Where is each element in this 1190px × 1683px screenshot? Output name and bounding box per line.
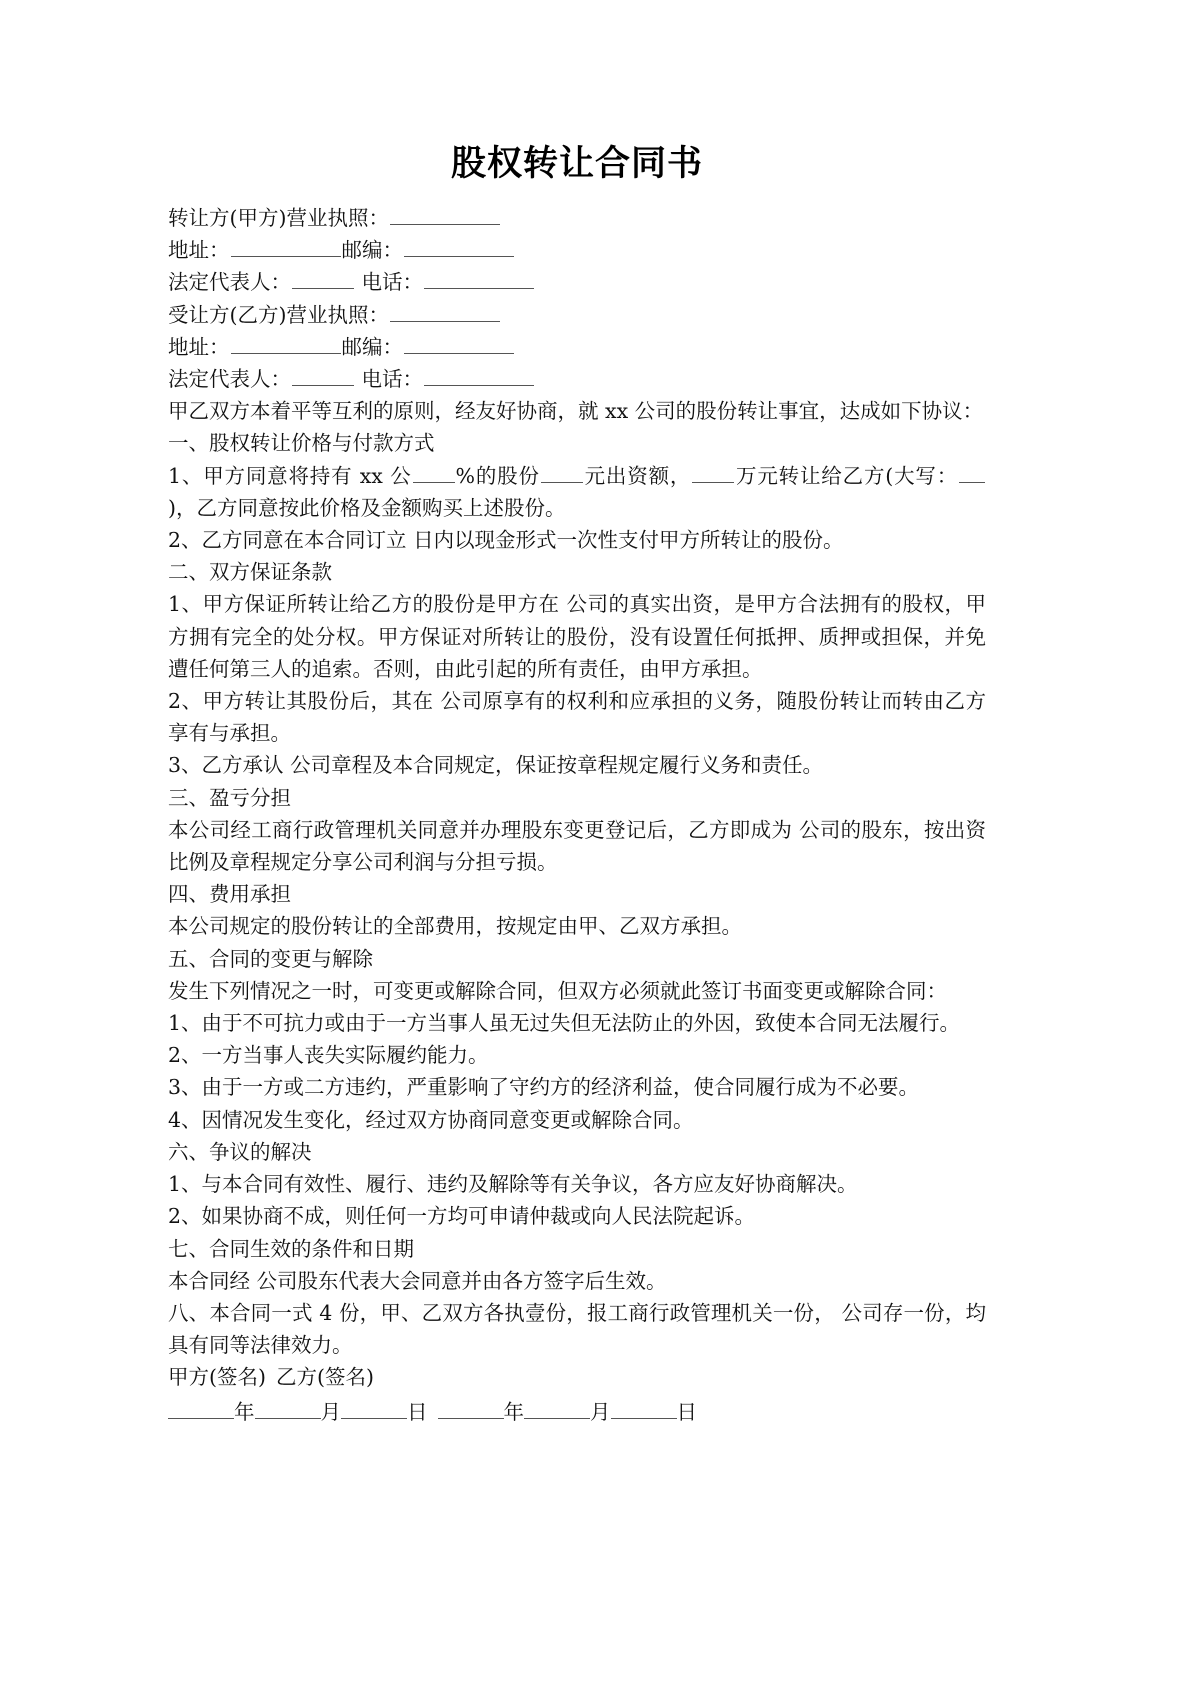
- field-label: 地址：: [168, 334, 230, 359]
- field-label: 受让方(乙方)营业执照：: [168, 302, 389, 327]
- item-text: 乙方同意在本合同订立 日内以现金形式一次性支付甲方所转让的股份。: [201, 528, 844, 553]
- section-5-heading: 五、合同的变更与解除: [168, 946, 373, 971]
- item-text-e: )，乙方同意按此价格及金额购买上述股份。: [168, 495, 566, 520]
- section-8-clause: 八、本合同一式 4 份，甲、乙双方各执壹份，报工商行政管理机关一份， 公司存一份，均具有同等法律效力。: [168, 1300, 986, 1358]
- item-text-d: 万元转让给乙方(大写：: [735, 463, 959, 488]
- item-number: 1、: [168, 1011, 202, 1036]
- blank-transferor-postcode[interactable]: [404, 237, 514, 257]
- field-label: 法定代表人：: [168, 367, 291, 392]
- section-4-heading: 四、费用承担: [168, 882, 291, 907]
- field-label: 转让方(甲方)营业执照：: [168, 206, 389, 230]
- section-2-item-3: [168, 749, 986, 781]
- field-label: 邮编：: [341, 238, 403, 263]
- blank-party-b-day[interactable]: [611, 1398, 677, 1418]
- item-text: 因情况发生变化，经过双方协商同意变更或解除合同。: [201, 1107, 694, 1132]
- field-transferee-legal-rep: [168, 363, 986, 395]
- item-text: 甲方保证所转让给乙方的股份是甲方在 公司的真实出资，是甲方合法拥有的股权，甲方拥有完全的处分权。甲方保证对所转让的股份，没有设置任何抵押、质押或担保，并免遭任何第三人的追索。否则，由此引起的所有责任，由甲方承担。: [168, 592, 987, 681]
- section-5-item-1: [168, 1007, 986, 1039]
- party-b-year-label: 年: [503, 1399, 524, 1424]
- section-6-item-1: [168, 1168, 986, 1200]
- section-1-heading: 一、股权转让价格与付款方式: [168, 431, 435, 456]
- field-transferor-legal-rep: [168, 266, 986, 298]
- blank-transferee-address[interactable]: [231, 333, 341, 353]
- item-number: 1、: [168, 592, 203, 617]
- blank-party-a-month[interactable]: [255, 1398, 321, 1418]
- signature-names-row: [168, 1361, 986, 1393]
- field-transferor-license: [168, 202, 986, 234]
- section-3-body: 本公司经工商行政管理机关同意并办理股东变更登记后，乙方即成为 公司的股东，按出资比例及章程规定分享公司利润与分担亏损。: [168, 817, 986, 875]
- section-2-item-2: [168, 685, 986, 749]
- blank-transferee-license[interactable]: [390, 301, 500, 321]
- blank-transferee-legal-rep[interactable]: [292, 366, 354, 386]
- blank-share-percent[interactable]: [413, 462, 455, 482]
- section-3-heading: 三、盈亏分担: [168, 785, 291, 810]
- item-text-a: 甲方同意将持有 xx 公: [203, 463, 412, 488]
- section-5-item-4: [168, 1104, 986, 1136]
- blank-party-a-year[interactable]: [168, 1398, 234, 1418]
- party-a-signature-label: 甲方(签名): [168, 1365, 266, 1390]
- section-2-item-1: [168, 588, 986, 685]
- section-5-body: 发生下列情况之一时，可变更或解除合同，但双方必须就此签订书面变更或解除合同：: [168, 978, 947, 1003]
- field-label: 地址：: [168, 238, 230, 263]
- party-a-day-label: 日: [407, 1399, 428, 1424]
- signature-dates-row: [168, 1396, 986, 1428]
- item-text-c: 元出资额，: [583, 463, 692, 488]
- blank-transferee-postcode[interactable]: [404, 333, 514, 353]
- page-title: 股权转让合同书: [450, 144, 703, 184]
- field-label: 电话：: [361, 270, 424, 295]
- party-b-signature-label: 乙方(签名): [276, 1365, 374, 1390]
- document-content: [168, 140, 986, 1428]
- item-text: 甲方转让其股份后，其在 公司原享有的权利和应承担的义务，随股份转让而转由乙方享有与承担。: [168, 689, 987, 746]
- blank-transferor-phone[interactable]: [424, 269, 534, 289]
- blank-transfer-amount[interactable]: [692, 462, 734, 482]
- section-2-heading: 二、双方保证条款: [168, 560, 332, 585]
- section-5-item-3: [168, 1071, 986, 1103]
- blank-party-b-month[interactable]: [524, 1398, 590, 1418]
- item-text: 一方当事人丧失实际履约能力。: [201, 1043, 489, 1068]
- item-text: 与本合同有效性、履行、违约及解除等有关争议，各方应友好协商解决。: [201, 1172, 858, 1197]
- section-7-heading: 七、合同生效的条件和日期: [168, 1236, 414, 1261]
- field-label: 法定代表人：: [168, 270, 291, 295]
- field-label: 邮编：: [341, 334, 403, 359]
- item-number: 2、: [168, 1204, 202, 1229]
- blank-transferor-license[interactable]: [390, 205, 500, 225]
- section-1-item-1: [168, 460, 986, 524]
- field-transferee-address: [168, 331, 986, 363]
- field-label: 电话：: [361, 367, 424, 392]
- document-body: [168, 202, 986, 1428]
- item-number: 3、: [168, 1075, 202, 1100]
- section-6-item-2: [168, 1200, 986, 1232]
- section-6-heading: 六、争议的解决: [168, 1139, 312, 1164]
- item-text: 由于不可抗力或由于一方当事人虽无过失但无法防止的外因，致使本合同无法履行。: [201, 1011, 961, 1036]
- blank-party-a-day[interactable]: [341, 1398, 407, 1418]
- item-number: 2、: [168, 1043, 202, 1068]
- section-1-item-2: [168, 524, 986, 556]
- field-transferor-address: [168, 234, 986, 266]
- item-number: 4、: [168, 1107, 202, 1132]
- blank-amount-in-words[interactable]: [959, 462, 985, 482]
- blank-transferor-legal-rep[interactable]: [292, 269, 354, 289]
- section-7-body: 本合同经 公司股东代表大会同意并由各方签字后生效。: [168, 1268, 667, 1293]
- party-b-day-label: 日: [676, 1399, 697, 1424]
- party-a-month-label: 月: [320, 1399, 341, 1424]
- item-text: 乙方承认 公司章程及本合同规定，保证按章程规定履行义务和责任。: [201, 753, 824, 778]
- section-4-body: 本公司规定的股份转让的全部费用，按规定由甲、乙双方承担。: [168, 914, 742, 939]
- blank-transferor-address[interactable]: [231, 237, 341, 257]
- item-text: 由于一方或二方违约，严重影响了守约方的经济利益，使合同履行成为不必要。: [201, 1075, 920, 1100]
- item-number: 1、: [168, 463, 204, 488]
- field-transferee-license: [168, 299, 986, 331]
- item-number: 1、: [168, 1172, 202, 1197]
- item-number: 2、: [168, 689, 203, 714]
- item-number: 2、: [168, 528, 202, 553]
- section-5-item-2: [168, 1039, 986, 1071]
- item-text-b: %的股份: [455, 463, 540, 488]
- preamble-paragraph: 甲乙双方本着平等互利的原则，经友好协商，就 xx 公司的股份转让事宜，达成如下协议：: [168, 399, 984, 424]
- party-a-year-label: 年: [234, 1399, 255, 1424]
- party-b-month-label: 月: [590, 1399, 611, 1424]
- item-number: 3、: [168, 753, 202, 778]
- item-text: 如果协商不成，则任何一方均可申请仲裁或向人民法院起诉。: [201, 1204, 756, 1229]
- blank-party-b-year[interactable]: [438, 1398, 504, 1418]
- blank-transferee-phone[interactable]: [424, 366, 534, 386]
- blank-capital-amount[interactable]: [541, 462, 583, 482]
